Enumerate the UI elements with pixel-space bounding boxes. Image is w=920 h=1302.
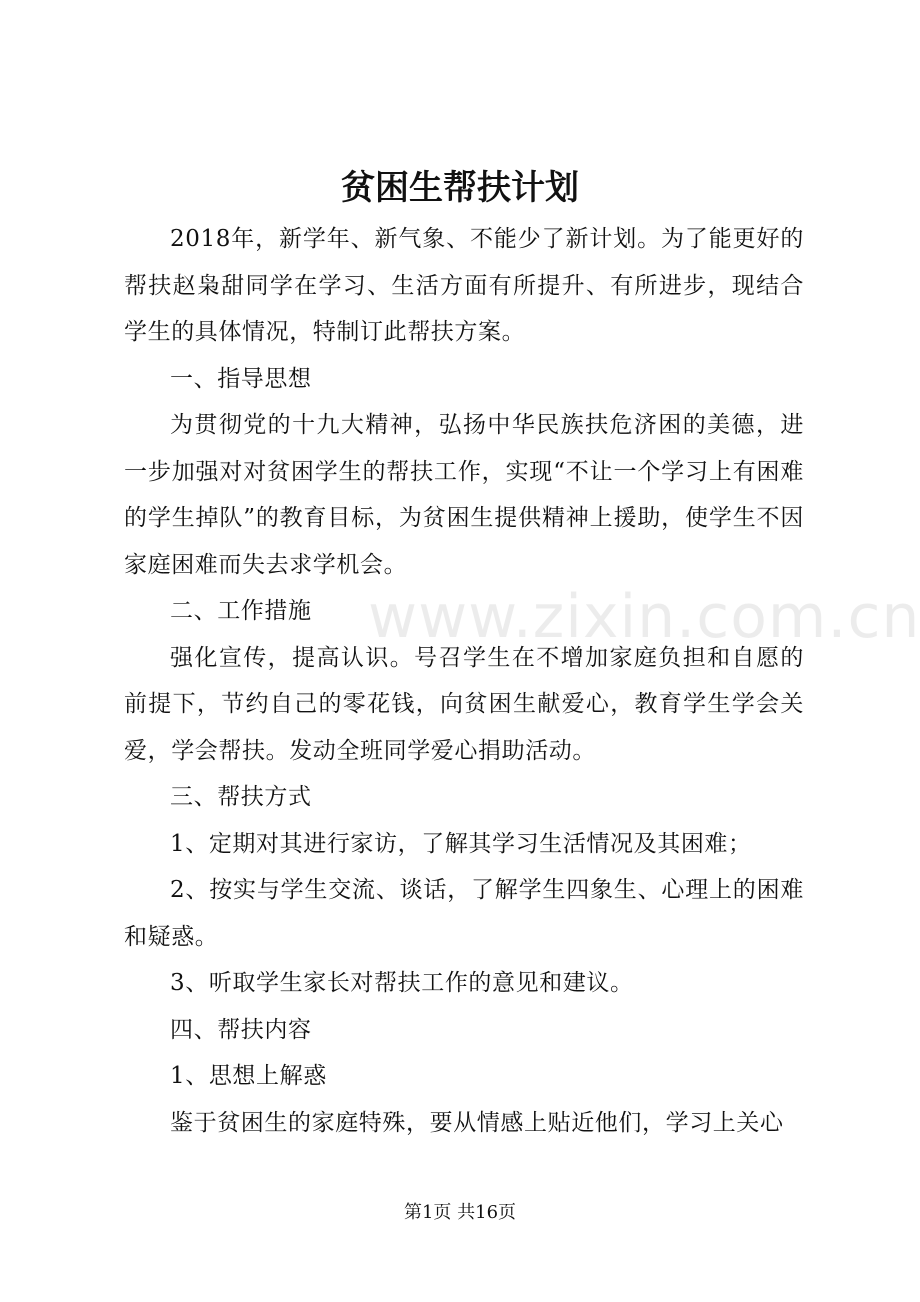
page-footer: 第1页 共16页 — [403, 1202, 517, 1223]
method-item-2: 2、按实与学生交流、谈话，了解学生四象生、心理上的困难和疑惑。 — [124, 877, 804, 950]
section-heading-guiding-thought: 一、指导思想 — [170, 365, 312, 392]
guiding-thought-paragraph: 为贯彻党的十九大精神，弘扬中华民族扶危济困的美德，进一步加强对对贫困学生的帮扶工作，实现“不让一个学习上有困难的学生掉队”的教育目标，为贫困生提供精神上援助，使学生不因家庭困难而失去求学机会。 — [124, 412, 804, 578]
section-heading-measures: 二、工作措施 — [170, 598, 312, 624]
content-paragraph-1: 鉴于贫困生的家庭特殊，要从情感上贴近他们，学习上关心 — [170, 1109, 784, 1136]
content-subheading-1: 1、思想上解惑 — [170, 1063, 327, 1089]
measures-paragraph: 强化宣传，提高认识。号召学生在不增加家庭负担和自愿的前提下，节约自己的零花钱，向贫困生献爱心，教育学生学会关爱，学会帮扶。发动全班同学爱心捐助活动。 — [124, 644, 804, 764]
section-heading-content: 四、帮扶内容 — [170, 1016, 312, 1043]
method-item-3: 3、听取学生家长对帮扶工作的意见和建议。 — [170, 970, 634, 996]
section-heading-methods: 三、帮扶方式 — [170, 784, 312, 810]
document-body — [124, 216, 804, 1146]
method-item-1: 1、定期对其进行家访，了解其学习生活情况及其困难； — [170, 830, 752, 857]
intro-paragraph: 2018年，新学年、新气象、不能少了新计划。为了能更好的帮扶赵枭甜同学在学习、生活方面有所提升、有所进步，现结合学生的具体情况，特制订此帮扶方案。 — [124, 226, 804, 345]
watermark: www.zixin.com.cn — [368, 582, 920, 652]
document-title: 贫困生帮扶计划 — [341, 168, 579, 208]
